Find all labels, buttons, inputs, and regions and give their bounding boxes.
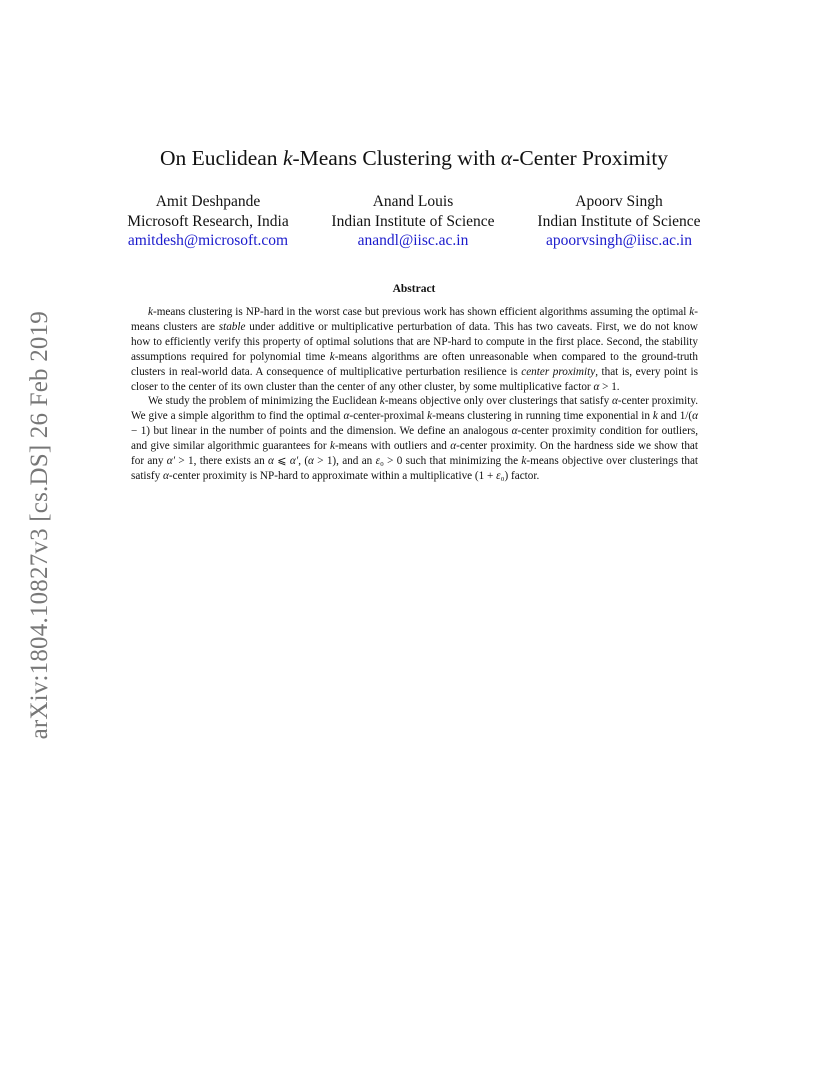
math-var: k <box>689 306 695 318</box>
math-var: k <box>148 306 153 318</box>
title-var-alpha: α <box>500 146 513 170</box>
title-part: -Means Clustering with <box>292 146 501 170</box>
abstract-heading: Abstract <box>392 283 436 295</box>
text-run: , ( <box>298 455 309 468</box>
text-run: -means objective over clusterings that satisfy <box>131 455 699 482</box>
abstract-paragraph-1 <box>131 305 698 394</box>
text-run: ⩽ <box>273 455 290 468</box>
math-var: ε <box>375 455 380 468</box>
text-run: > 1. <box>599 380 620 393</box>
math-var: k <box>521 455 527 468</box>
math-var: α <box>450 440 457 453</box>
author-email-link[interactable]: anandl@iisc.ac.in <box>357 232 469 249</box>
text-run: > 1, there exists an <box>175 455 269 468</box>
title-part: -Center Proximity <box>512 146 669 170</box>
author-affiliation: Indian Institute of Science <box>537 212 701 230</box>
abstract-body <box>131 305 698 484</box>
title-var-k: k <box>282 146 293 170</box>
text-run: -center proximity. We give a simple algorithm to find the optimal <box>131 395 698 423</box>
math-var: α <box>343 410 350 423</box>
text-run: > 1), and an <box>313 455 376 468</box>
text-run: , that is, every point is closer to the center of its own cluster than the center of any other cluster, by some multiplicative factor <box>131 365 698 393</box>
text-run: -means objective only over clusterings that satisfy <box>384 395 613 408</box>
author-3 <box>499 192 739 251</box>
text-run: -means with outliers and <box>334 440 451 453</box>
math-var: α <box>593 380 600 393</box>
math-var: α′ <box>289 455 299 468</box>
text-run: -center-proximal <box>349 410 428 423</box>
text-run: ₀ > 0 such that minimizing the <box>379 455 522 468</box>
math-var: k <box>379 395 385 408</box>
math-var: α <box>308 455 314 468</box>
paper-title <box>0 146 828 171</box>
math-var: α <box>692 410 698 423</box>
text-run: We study the problem of minimizing the Euclidean <box>148 395 380 408</box>
author-2 <box>293 192 533 251</box>
math-var: k <box>427 410 433 423</box>
math-var: k <box>329 440 335 453</box>
text-run: -means clusters are <box>131 306 698 333</box>
math-var: k <box>329 350 335 363</box>
text-run: -means clustering is NP-hard in the worst case but previous work has shown efficient algorithms assuming the optimal <box>152 306 690 318</box>
author-1 <box>88 192 328 251</box>
text-run: -center proximity is NP-hard to approximate within a multiplicative (1 + <box>168 469 497 482</box>
math-var: α <box>268 455 274 468</box>
arxiv-identifier: arXiv:1804.10827v3 [cs.DS] 26 Feb 2019 <box>26 310 53 740</box>
text-run: -center proximity. On the hardness side we show that for any <box>131 440 699 468</box>
emphasis-text: center proximity <box>521 365 596 378</box>
author-name: Apoorv Singh <box>575 193 663 210</box>
math-var: α <box>163 469 169 482</box>
emphasis-text: stable <box>218 320 246 333</box>
text-run: and 1/( <box>657 410 693 423</box>
abstract-paragraph-2 <box>131 394 698 483</box>
author-name: Amit Deshpande <box>155 193 261 210</box>
author-name: Anand Louis <box>372 193 454 210</box>
math-var: α <box>612 395 618 408</box>
text-run: − 1) but linear in the number of points and the dimension. We define an analogous <box>131 425 512 438</box>
text-run: -center proximity condition for outliers, and give similar algorithmic guarantees for <box>131 425 698 453</box>
author-affiliation: Indian Institute of Science <box>331 212 495 230</box>
math-var: ε <box>496 469 501 482</box>
text-run: -means clustering in running time exponential in <box>432 410 653 423</box>
math-var: α′ <box>166 455 176 468</box>
text-run: ₀) factor. <box>500 469 540 482</box>
author-email-link[interactable]: amitdesh@microsoft.com <box>127 232 289 249</box>
author-email-link[interactable]: apoorvsingh@iisc.ac.in <box>546 232 692 249</box>
math-var: α <box>511 425 518 438</box>
text-run: under additive or multiplicative perturbation of data. This has two caveats. First, we do not know how to efficiently verify this property of optimal solutions that are NP-hard to compute in the first place. Second, the stability assumptions required for polynomial time <box>131 320 698 363</box>
title-part: On Euclidean <box>159 146 283 170</box>
text-run: -means algorithms are often unreasonable when compared to the ground-truth clusters in real-world data. A consequence of multiplicative perturbation resilience is <box>131 350 699 378</box>
author-affiliation: Microsoft Research, India <box>127 212 289 230</box>
math-var: k <box>652 410 658 423</box>
arxiv-sidebar <box>20 290 60 760</box>
